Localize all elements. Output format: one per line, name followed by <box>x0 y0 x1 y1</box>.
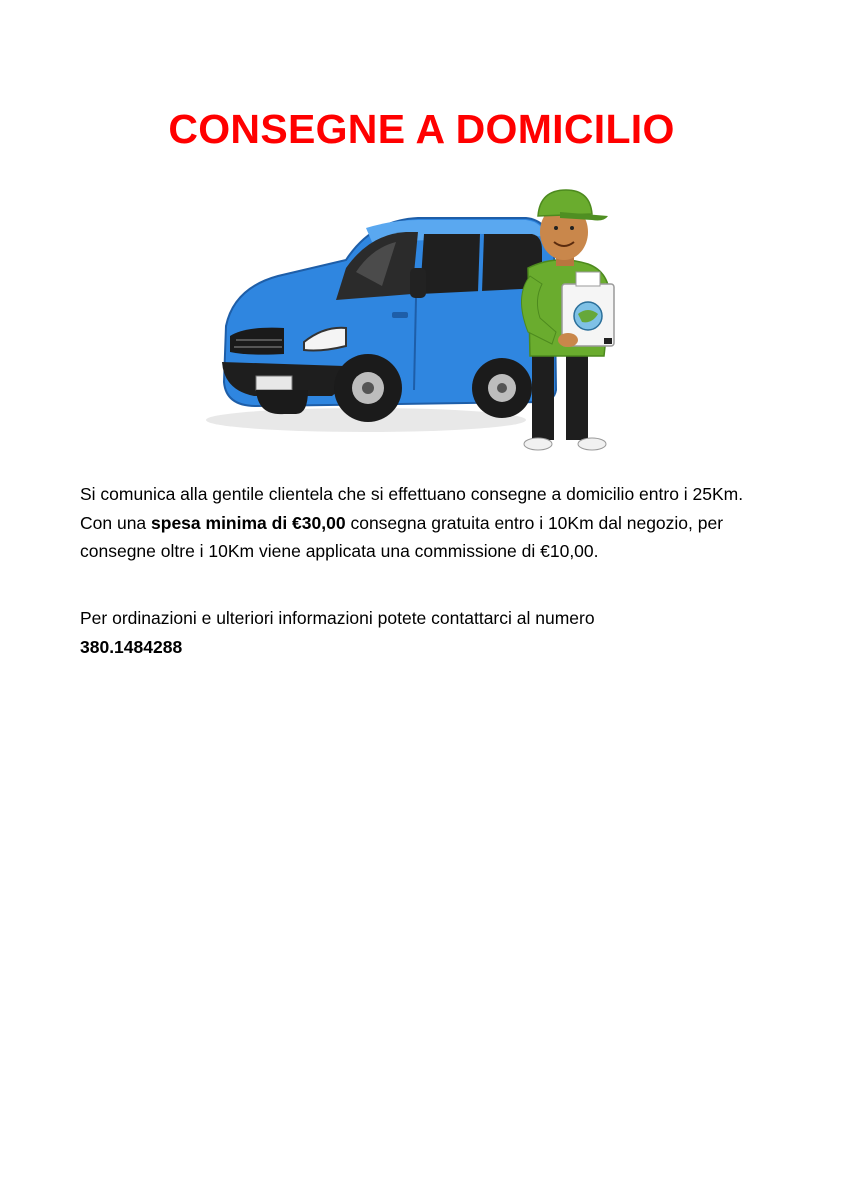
delivery-info-text-start: Si comunica alla gentile clientela che si effettuano consegne a domicilio entro i 25Km. Con una <box>80 484 744 533</box>
contact-text: Per ordinazioni e ulteriori informazioni potete contattarci al numero <box>80 608 595 628</box>
delivery-info-paragraph <box>80 480 780 566</box>
page-title: CONSEGNE A DOMICILIO <box>168 106 675 152</box>
phone-number: 380.1484288 <box>80 636 183 657</box>
contact-paragraph <box>80 604 780 661</box>
delivery-info-text-end: consegna gratuita entro i 10Km dal negozio, per consegne oltre i 10Km viene applicata una commissione di €10,00. <box>80 512 724 561</box>
delivery-van-illustration <box>196 176 632 466</box>
minimum-spend-text: spesa minima di €30,00 <box>151 512 346 533</box>
